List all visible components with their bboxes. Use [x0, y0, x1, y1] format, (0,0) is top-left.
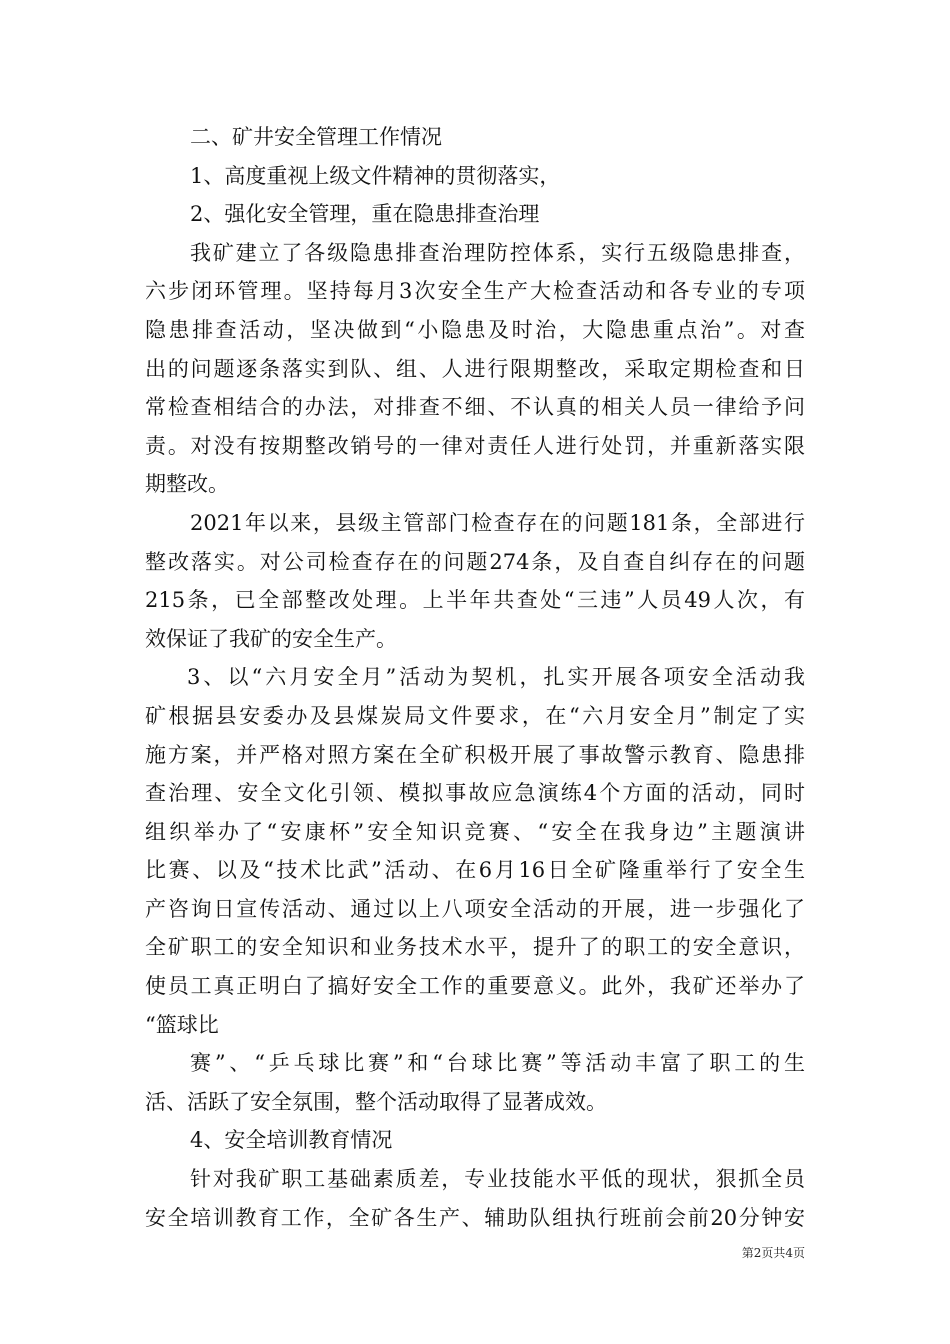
paragraph-line: 效保证了我矿的安全生产。: [145, 626, 397, 651]
paragraph-line: 矿根据县安委办及县煤炭局文件要求，在“六月安全月”制定了实: [145, 703, 805, 728]
paragraph-line: 施方案，并严格对照方案在全矿积极开展了事故警示教育、隐患排: [145, 742, 805, 767]
paragraph-line: 针对我矿职工基础素质差，专业技能水平低的现状，狠抓全员: [190, 1167, 805, 1192]
paragraph-line: 我矿建立了各级隐患排查治理防控体系，实行五级隐患排查，: [190, 240, 805, 265]
paragraph-line: 责。对没有按期整改销号的一律对责任人进行处罚，并重新落实限: [145, 433, 805, 458]
document-body: [145, 118, 805, 1237]
paragraph-line: 期整改。: [145, 472, 229, 497]
paragraph-line: 出的问题逐条落实到队、组、人进行限期整改，采取定期检查和日: [145, 356, 805, 381]
subheading-2: 2、强化安全管理，重在隐患排查治理: [190, 202, 540, 227]
paragraph-line: “篮球比: [145, 1012, 219, 1037]
section-heading: 二、矿井安全管理工作情况: [190, 125, 442, 149]
paragraph-line: 比赛、以及“技术比武”活动、在6月16日全矿隆重举行了安全生: [145, 858, 805, 883]
paragraph-line: 活、活跃了安全氛围，整个活动取得了显著成效。: [145, 1089, 607, 1114]
paragraph-line: 全矿职工的安全知识和业务技术水平，提升了的职工的安全意识，: [145, 935, 805, 960]
paragraph-line: 3、以“六月安全月”活动为契机，扎实开展各项安全活动我: [187, 665, 805, 690]
page-number: 第2页共4页: [741, 1246, 805, 1260]
paragraph-line: 常检查相结合的办法，对排查不细、不认真的相关人员一律给予问: [145, 395, 805, 420]
paragraph-line: 查治理、安全文化引领、模拟事故应急演练4个方面的活动，同时: [145, 781, 805, 806]
paragraph-line: 隐患排查活动，坚决做到“小隐患及时治，大隐患重点治”。对查: [145, 317, 805, 342]
paragraph-line: 六步闭环管理。坚持每月3次安全生产大检查活动和各专业的专项: [145, 279, 805, 304]
subheading-1: 1、高度重视上级文件精神的贯彻落实，: [190, 163, 561, 188]
paragraph-line: 组织举办了“安康杯”安全知识竞赛、“安全在我身边”主题演讲: [145, 819, 805, 844]
paragraph-line: 整改落实。对公司检查存在的问题274条，及自查自纠存在的问题: [145, 549, 805, 574]
paragraph-line: 使员工真正明白了搞好安全工作的重要意义。此外，我矿还举办了: [145, 974, 805, 999]
subheading-4: 4、安全培训教育情况: [190, 1128, 393, 1153]
paragraph-line: 安全培训教育工作，全矿各生产、辅助队组执行班前会前20分钟安: [145, 1205, 805, 1230]
paragraph-line: 2021年以来，县级主管部门检查存在的问题181条，全部进行: [190, 510, 805, 535]
paragraph-line: 产咨询日宣传活动、通过以上八项安全活动的开展，进一步强化了: [145, 896, 805, 921]
paragraph-line: 215条，已全部整改处理。上半年共查处“三违”人员49人次，有: [145, 588, 805, 613]
paragraph-line: 赛”、“乒乓球比赛”和“台球比赛”等活动丰富了职工的生: [190, 1051, 805, 1076]
